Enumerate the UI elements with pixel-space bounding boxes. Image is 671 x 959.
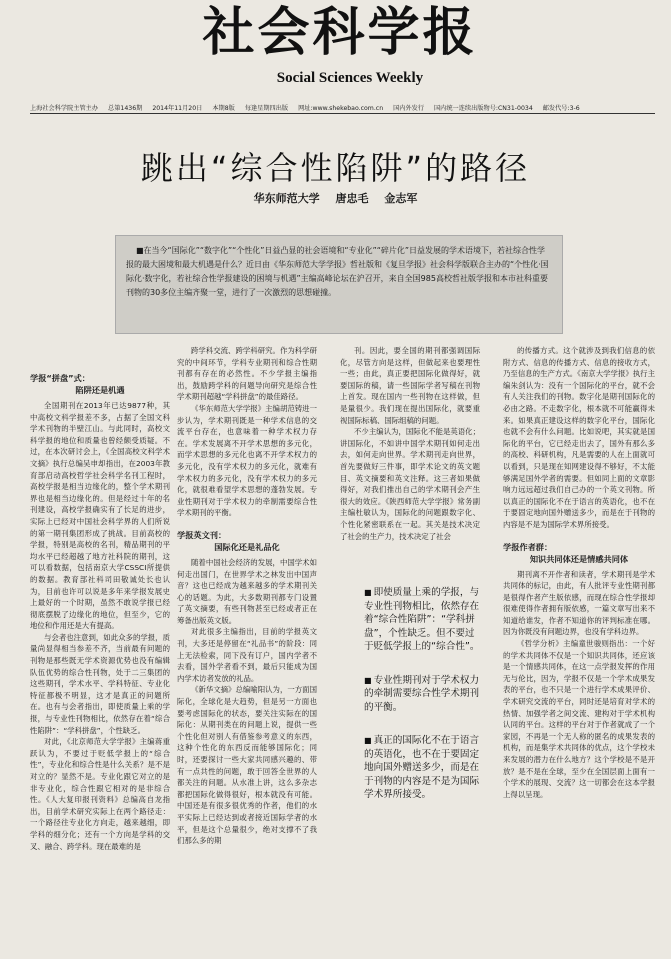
pull-quotes — [364, 586, 480, 836]
pull-quote — [364, 674, 480, 715]
info-item: 每逢星期四出版 — [244, 105, 289, 112]
paragraph: 随着中国社会经济的发展，中国学术如何走出国门，在世界学术之林发出中国声音？这也已经成为越来越多的学术期刊关心的话题。为此，大多数期刊都专门设置了英文摘要，有些刊物甚至已经或者正在筹备出版英文版。 — [177, 557, 317, 625]
info-item: 国内外发行 — [393, 105, 425, 112]
square-bullet-icon: ■ — [364, 675, 372, 685]
article-lead: ■在当今“国际化”“数字化”“个性化”日益凸显的社会语境和“专业化”“碎片化”日益发展的学术语境下，若社综合性学报的最大困境和最大机遇是什么？近日由《华东师范大学学报》哲社版和《复旦学报》社会科学版联合主办的“个性化·国际化·数字化，若社综合性学报建设的困境与机遇”主编高峰论坛在沪召开，来自全国985高校哲社版学报和本市社科重要刊物的30多位主编齐聚一堂，进行了一次激烈的思想碰撞。 — [115, 235, 563, 334]
article-column-4 — [503, 345, 655, 947]
publication-info-bar — [30, 104, 655, 114]
paragraph: 跨学科交流、跨学科研究。作为科学研究的中间环节，学科专业期刊和综合性期刊都有存在的必然性。不少学报主编指出，鼓励跨学科的问题导向研究是综合性学术期刊超越“学科拼盘”的最佳路径。 — [177, 346, 317, 402]
paragraph: 期刊离不开作者和读者，学术期刊是学术共同体的标记，由此，有人批评专业性期刊都是很得作者产生版依感，而现在综合性学报却很难使得作者拥有版依感，一篇文章写出来不知道给谁发，作者不知道你的评判标准在哪。因为你既没有问题边界，也没有学科边界。 — [503, 569, 655, 637]
paragraph: 《新华文摘》总编喻阳认为，一方面国际化，全球化是大趋势，但是另一方面也要考虑国际化的状态，要关注实际在的国际化：从期刊类在的问题上说，提供一些个性化但对别人有借鉴参考意义的东西，这种个性化的东西反而能够国际化；同时，还要探讨一些大家共同感兴趣的、带有一点共性的问题，敢于回答全世界的人都关注的问题。从水准上讲，这么多杂志都把国际化做得很好，根本就没有可能。中国还是有很多很优秀的作者，他们的水平实际上已经达到或者接近国际学者的水平，但是这个总量很少，绝对支撑不了我们那么多的期 — [177, 685, 317, 846]
info-item: 国内统一连续出版物号:CN31-0034 — [434, 105, 533, 112]
article-column-2 — [177, 345, 317, 947]
paragraph: 《华东师范大学学报》主编胡范铸进一步认为，学术期刊既是一种学术信息的交流平台存在，也意味着一种学术权力存在。学术发展离不开学术思想的多元化，而学术思想的多元化也离不开学术权力的多元化，没有学术权力的多元化，就难有学术权力的多元化，没有学术权力的多元化，就很难看望学术思想的蓬勃发展。专业性期刊对于学术权力的牵制需要综合性学术期刊的平衡。 — [177, 403, 317, 518]
pull-quote-text: 即使质量上乘的学报，与专业性刊物相比，依然存在着“综合性陷阱”：“学科拼盘”，个性缺乏。但不要过于贬低学报上的“综合性”。 — [364, 587, 480, 652]
info-item: 网址:www.shekebao.com.cn — [298, 105, 384, 112]
info-item: 邮发代号:3-6 — [542, 105, 580, 112]
square-bullet-icon: ■ — [364, 736, 372, 745]
masthead-english-title: Social Sciences Weekly — [276, 70, 424, 86]
pull-quote — [364, 586, 480, 654]
square-bullet-icon: ■ — [364, 588, 372, 597]
paragraph: 对此很多主编指出，目前的学报英文刊，大多还是停留在“礼品书”的阶段：同上无法检索，同下没有订户，国内学者不去看，国外学者看不到，最后只能成为国内学术访者发放的礼品。 — [177, 627, 317, 683]
paragraph: 不少主编认为，国际化不能是英语化；讲国际化，不如讲中国学术期刊如何走出去，如何走向世界。学术期刊走向世界，首先要做好三件事，即学术论文的英文题目、英文摘要和英文注释。这三者如果做得好，对我们推出自己的学术期刊会产生很大的效应。《陕西师范大学学报》常务副主编杜敏认为，国际化的问题跟数字化、个性化紧密联系在一起。其关是技术决定了社会的生产力，技术决定了社会 — [340, 427, 480, 541]
info-item: 上海社会科学院主管主办 — [30, 105, 99, 112]
paragraph: 对此，《北京师范大学学报》主编蒋重跃认为，不要过于贬低学报上的“综合性”，专业化和综合性是什么关系？是不是对立的？显然不是。专业化跟它对立的是非专业化，综合性跟它相对的是非综合性。《人大复印报刊资料》总编高自龙指出，目前学术研究实际上在两个路径走：一个路径往专业化方向走，越来越细，即学科的细分化；还有一个方向是学科的交叉、融合、跨学科。现在最难的是 — [30, 737, 170, 851]
pull-quote-text: 专业性期刊对于学术权力的牵制需要综合性学术期刊的平衡。 — [364, 674, 480, 713]
section-kicker: 学报作者群： — [503, 541, 553, 552]
paragraph: 与会者也注意到，如此众多的学报，质量尚显得相当参差不齐，当前最有问题的刊物是那些既无学术资源优势也没有编辑队伍优势的综合性刊物，处于二三集团的这些期刊，学术水平、学科特征、专业化特征都极不明显，这才是真正的问题所在。也有与会者指出，即使质量上乘的学报，与专业性刊物相比，依然存在着“综合性陷阱”：“学科拼盘”，个性缺乏。 — [30, 632, 170, 735]
paragraph: 《哲学分析》主编童世骏则指出：一个好的学术共同体不仅是一个知识共同体，还应该是一个情感共同体，在这一点学报发挥的作用无与伦比，因为，学报不仅是一个学术成果发表的平台，也不只是一个进行学术成果评价、学术研究交流的平台，同时还是培育对学术的热情、加强学者之间交流、建构对于学术机构认同的平台。这样的平台对于作者就成了一个家园，不再是一个无人称的匿名的成果发表的机构，而是集学术共同体的优点，这个学校未来发展的潜力在什么地方？这个学校是不是开放？是不是在全球，至少在全国层面上面有一个学术的展现、交流？这一切都会在这本学报上得以呈现。 — [503, 639, 655, 799]
author-affiliation: 华东师范大学 — [253, 192, 320, 205]
info-item: 本期8版 — [212, 105, 235, 112]
section-kicker: 学报“拼盘”式： — [30, 373, 90, 383]
pull-quote — [364, 734, 480, 802]
article-headline: 跳出“综合性陷阱”的路径 — [140, 149, 531, 187]
masthead-title: 社会科学报 — [202, 2, 478, 63]
info-item: 2014年11月20日 — [152, 105, 203, 112]
paragraph: 刊。因此，要全国的期刊都强调国际化，尽管方向是这样，但做起来也要理性一些；由此，真正要把国际化做得好，就要国际的稿，请一些国际学者写稿在刊物上首发。现在国内一些刊物在这样做，但是量很少。我们现在提出国际化，就要重视国际标稿、国际组稿的问题。 — [340, 346, 480, 425]
section-title: 国际化还是礼品化 — [214, 541, 280, 552]
pull-quote-text: 真正的国际化不在于语言的英语化，也不在于要固定地向国外赠送多少，而是在于刊物的内容是不是为国际学术界所接受。 — [364, 735, 480, 800]
section-title: 知识共同体还是情感共同体 — [529, 553, 629, 564]
section-kicker: 学报英文刊： — [177, 529, 227, 540]
masthead — [0, 0, 671, 100]
byline — [0, 190, 671, 206]
info-item: 总第1436期 — [108, 105, 143, 112]
section-title: 陷阱还是机遇 — [75, 385, 125, 395]
article-column-3 — [340, 345, 480, 580]
paragraph: 全国期刊在2013年已达9877种，其中高校文科学报差不多，占据了全国文科学术刊物的半壁江山。与此同时，高校文科学报的地位和质量也曾经颇受质疑。不过，在本次研讨会上，《全国高校文科学术文摘》执行总编吴申却指出，在2003年教育部启动高校哲学社会科学名刊工程时，高校学报是相当边缘化的，整个学术期刊界也是相当边缘化的。但是经过十年的名刊建设，高校学报确实有了长足的进步，实际上已经对中国社会科学界的人们所说的第一期刊集团形成了挑战。目前高校的学报，特别是高校的名刊，精品期刊的平均水平已经超越了地方社科院的期刊，这可以看数据，包括南京大学CSSCI所提供的数据。教育部社科司田敬诚处长也认为，目前也许可以说是多年来学报发展史上最好的一个时期，虽然不敢说学报已经彻底摆脱了边缘化的地位，但至少，它的地位和作用还是大有提高。 — [30, 401, 170, 631]
article-column-1 — [30, 372, 170, 947]
author-name: 唐忠毛 — [335, 192, 369, 205]
paragraph: 的传播方式。这个就涉及到我们信息的依附方式、信息的传播方式、信息的接收方式，乃至信息的生产方式。《南京大学学报》执行主编朱剑认为：没有一个国际化的平台，就不会有人关注我们的刊物。数字化是期刊国际化的必由之路。不走数字化，根本就不可能赢得未来。如果真正建设这样的数字化平台，国际化也就不会有什么问题。比如说吧，其实就是国际化的平台，它已经走出去了，国外有那么多的高校、科研机构，凡是需要的人在上面就可以看到，只是现在知网建设得不够好，不太能够满足国外学者的需要。但如同上面的文章影响力远远超过我们自己办的一个英文刊物。所以真正的国际化不在于语言的英语化，也不在于要固定地向国外赠送多少，而是在于刊物的内容是不是为国际学术界所接受。 — [503, 346, 655, 529]
author-name: 金志军 — [384, 192, 418, 205]
